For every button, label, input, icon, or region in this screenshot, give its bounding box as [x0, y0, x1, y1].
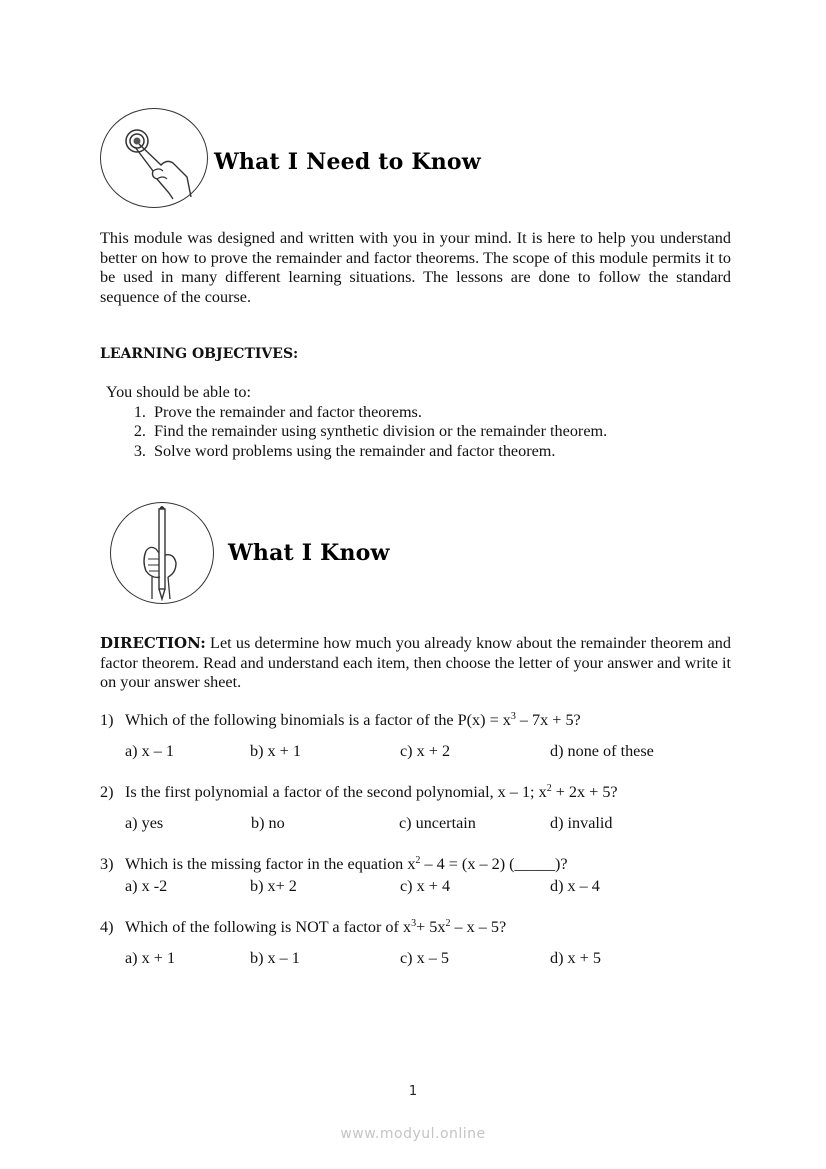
exponent: 2	[445, 918, 451, 929]
choice-b[interactable]: b) x+ 2	[250, 877, 297, 895]
choice-c[interactable]: c) x + 4	[400, 877, 451, 895]
objectives-lead: You should be able to:	[106, 383, 251, 401]
choice-a[interactable]: a) x -2	[125, 877, 168, 895]
choice-c[interactable]: c) uncertain	[399, 814, 476, 832]
exponent: 2	[546, 783, 552, 794]
choice-d[interactable]: d) x – 4	[550, 877, 600, 895]
hand-holding-pencil-icon	[110, 502, 214, 604]
page-number: 1	[408, 1084, 418, 1099]
choice-a[interactable]: a) yes	[125, 814, 164, 832]
question-text: Which is the missing factor in the equation x	[125, 855, 416, 873]
question-4	[100, 918, 506, 937]
watermark: www.modyul.online	[340, 1126, 486, 1142]
choice-a[interactable]: a) x + 1	[125, 949, 176, 967]
objective-item: 3. Solve word problems using the remainder and factor theorem.	[150, 442, 607, 462]
choice-b[interactable]: b) x + 1	[250, 742, 301, 760]
choice-a[interactable]: a) x – 1	[125, 742, 174, 760]
question-number: 1)	[100, 711, 114, 729]
question-number: 4)	[100, 918, 114, 936]
section-title: What I Know	[228, 540, 390, 566]
choice-c[interactable]: c) x + 2	[400, 742, 451, 760]
section-header-what-i-need-to-know	[100, 108, 481, 208]
section-title: What I Need to Know	[214, 149, 481, 175]
choice-d[interactable]: d) invalid	[550, 814, 613, 832]
section-header-what-i-know	[110, 502, 390, 604]
question-text-end: – 7x + 5?	[515, 711, 581, 729]
objective-item: 1. Prove the remainder and factor theorems.	[150, 403, 607, 423]
learning-objectives-label: LEARNING OBJECTIVES:	[100, 346, 299, 362]
question-3	[100, 855, 568, 874]
direction-paragraph	[100, 634, 731, 693]
choice-b[interactable]: b) x – 1	[250, 949, 300, 967]
question-text-mid: + 5x	[416, 918, 446, 936]
learning-objectives-heading	[100, 344, 731, 365]
question-1	[100, 711, 581, 730]
choice-b[interactable]: b) no	[251, 814, 285, 832]
direction-label: DIRECTION:	[100, 634, 206, 652]
objective-item: 2. Find the remainder using synthetic division or the remainder theorem.	[150, 422, 607, 442]
choice-d[interactable]: d) none of these	[550, 742, 654, 760]
exponent: 2	[415, 855, 421, 866]
objectives-block	[106, 383, 607, 461]
question-text: Which of the following is NOT a factor of x	[125, 918, 412, 936]
question-text-end: – x – 5?	[450, 918, 507, 936]
question-2	[100, 783, 618, 802]
pointing-hand-button-icon	[100, 108, 208, 208]
question-text: Is the first polynomial a factor of the second polynomial, x – 1; x	[125, 783, 547, 801]
question-text-end: – 4 = (x – 2) (_____)?	[420, 855, 568, 873]
exponent: 3	[411, 918, 417, 929]
exponent: 3	[510, 711, 516, 722]
question-number: 3)	[100, 855, 114, 873]
choice-c[interactable]: c) x – 5	[400, 949, 449, 967]
question-number: 2)	[100, 783, 114, 801]
objectives-list	[106, 403, 607, 462]
question-text-end: + 2x + 5?	[551, 783, 618, 801]
question-text: Which of the following binomials is a factor of the P(x) = x	[125, 711, 511, 729]
direction-text: Let us determine how much you already know about the remainder theorem and factor theorem. Read and understand each item, then choose the letter of your answer and write it on your answer sheet.	[100, 634, 731, 692]
intro-paragraph: This module was designed and written with you in your mind. It is here to help you understand better on how to prove the remainder and factor theorems. The scope of this module permits it to be used in many different learning situations. The lessons are done to follow the standard sequence of the course.	[100, 229, 731, 306]
choice-d[interactable]: d) x + 5	[550, 949, 601, 967]
